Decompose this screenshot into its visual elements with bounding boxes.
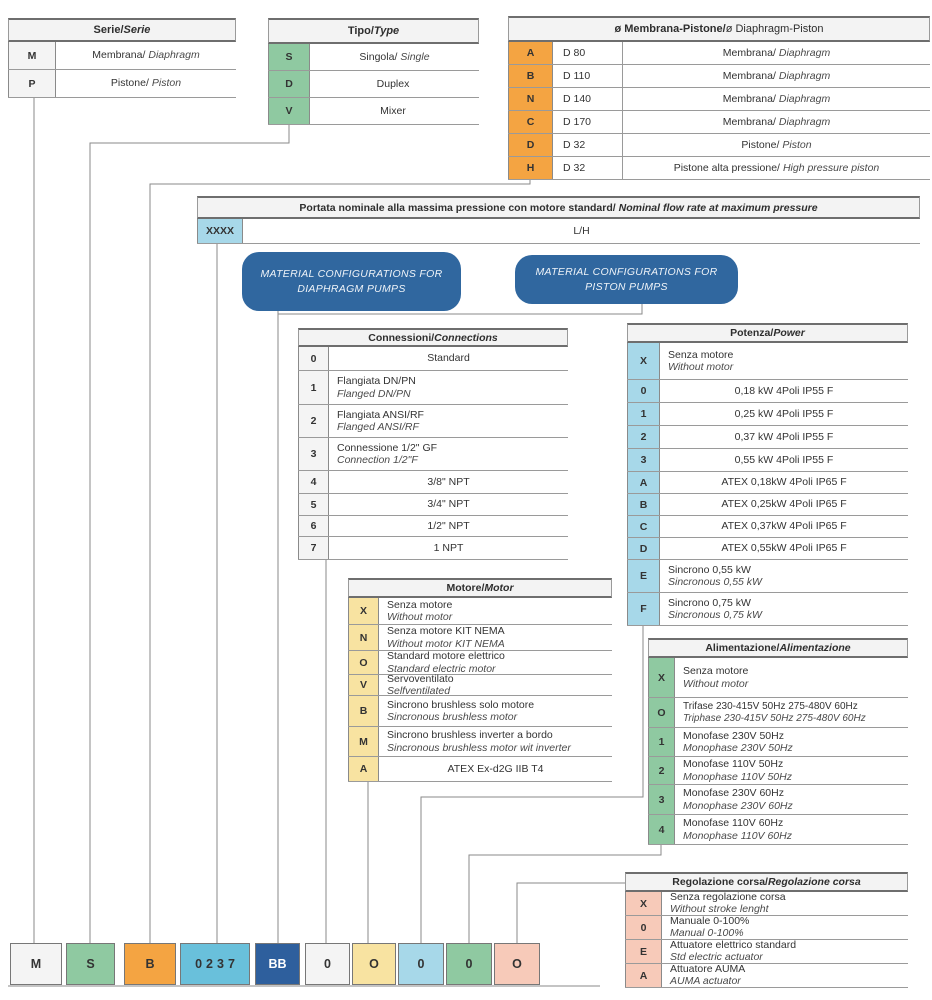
row-code: 0 <box>627 380 660 402</box>
potenza-row-2 <box>627 426 908 449</box>
code-cell-serie: M <box>10 943 62 985</box>
motor-table <box>348 578 612 782</box>
row-code: O <box>348 651 379 674</box>
row-desc: ATEX 0,18kW 4Poli IP65 F <box>721 476 847 489</box>
code-cell-potenza: 0 <box>398 943 444 985</box>
row-desc: 0,37 kW 4Poli IP55 F <box>734 430 834 443</box>
row-desc: Pistone alta pressione/ High pressure piston <box>673 161 880 174</box>
row-code: 4 <box>298 471 329 493</box>
row-code: 7 <box>298 537 329 559</box>
row-desc: Standard motore elettrico Standard electric motor <box>387 650 505 675</box>
row-code: A <box>348 757 379 781</box>
row-code: H <box>508 157 553 179</box>
potenza-row-b <box>627 494 908 516</box>
row-desc: Senza motore KIT NEMA Without motor KIT NEMA <box>387 625 505 650</box>
connessioni-row-2 <box>298 405 568 438</box>
row-desc: ATEX 0,37kW 4Poli IP65 F <box>721 520 847 533</box>
potenza-row-1 <box>627 403 908 426</box>
tipo-row-s <box>268 44 479 71</box>
code-cell-regolazione: O <box>494 943 540 985</box>
row-code: 1 <box>298 371 329 404</box>
row-code: 1 <box>627 403 660 425</box>
row-desc: Membrana/ Diaphragm <box>722 46 831 59</box>
row-desc: Sincrono brushless inverter a bordo Sincronous brushless motor wit inverter <box>387 729 571 754</box>
row-code: C <box>508 111 553 133</box>
row-code: N <box>508 88 553 110</box>
alimentazione-row-2 <box>648 757 908 785</box>
row-desc: Flangiata DN/PN Flanged DN/PN <box>337 375 416 400</box>
row-desc: Flangiata ANSI/RF Flanged ANSI/RF <box>337 408 424 433</box>
row-size: D 140 <box>553 88 623 110</box>
connessioni-row-1 <box>298 371 568 405</box>
row-code: 0 <box>298 347 329 370</box>
row-code: V <box>348 675 379 695</box>
diametro-row-b <box>508 65 930 88</box>
code-cell-alimentazione: 0 <box>446 943 492 985</box>
potenza-row-c <box>627 516 908 538</box>
row-code: 2 <box>298 405 329 437</box>
row-code: E <box>627 560 660 592</box>
row-desc: L/H <box>573 224 590 237</box>
row-desc: 0,55 kW 4Poli IP55 F <box>734 453 834 466</box>
code-cell-diametro: B <box>124 943 176 985</box>
motor-header: Motore/ Motor <box>348 578 612 598</box>
row-desc: Monofase 230V 50Hz Monophase 230V 50Hz <box>683 729 793 754</box>
connessioni-row-5 <box>298 494 568 516</box>
row-desc: Attuatore AUMA AUMA actuator <box>670 963 746 987</box>
row-desc: Manuale 0-100% Manual 0-100% <box>670 915 750 939</box>
row-code: 3 <box>648 785 675 814</box>
row-desc: 3/8" NPT <box>427 475 470 488</box>
row-code: A <box>508 42 553 64</box>
alimentazione-row-4 <box>648 815 908 845</box>
connessioni-row-4 <box>298 471 568 494</box>
potenza-row-0 <box>627 380 908 403</box>
alimentazione-row-x <box>648 658 908 698</box>
alimentazione-row-o <box>648 698 908 728</box>
row-desc: ATEX 0,55kW 4Poli IP65 F <box>721 542 847 555</box>
code-cell-motore: O <box>352 943 396 985</box>
row-size: D 80 <box>553 42 623 64</box>
row-desc: ATEX 0,25kW 4Poli IP65 F <box>721 498 847 511</box>
row-desc: Membrana/ Diaphragm <box>92 49 200 62</box>
potenza-row-f <box>627 593 908 626</box>
regolazione-row-e <box>625 940 908 964</box>
row-code: XXXX <box>197 219 243 243</box>
row-desc: Pistone/ Piston <box>741 138 812 151</box>
diaphragm-piston-header: ø Membrana-Pistone/ ø Diaphragm-Piston <box>508 16 930 42</box>
code-cell-materials: BB <box>255 943 300 985</box>
row-desc: Membrana/ Diaphragm <box>722 69 831 82</box>
row-desc: Pistone/ Piston <box>110 77 182 90</box>
connessioni-row-6 <box>298 516 568 537</box>
row-desc: Duplex <box>376 77 410 90</box>
alimentazione-row-3 <box>648 785 908 815</box>
row-code: 6 <box>298 516 329 536</box>
row-size: D 170 <box>553 111 623 133</box>
connections-header: Connessioni/ Connections <box>298 328 568 347</box>
row-code: V <box>268 98 310 124</box>
diametro-row-n <box>508 88 930 111</box>
row-code: A <box>627 472 660 493</box>
row-code: D <box>627 538 660 559</box>
row-code: X <box>627 343 660 379</box>
row-code: 1 <box>648 728 675 756</box>
row-desc: 1/2" NPT <box>427 519 470 532</box>
motore-row-o <box>348 651 612 675</box>
row-code: D <box>508 134 553 156</box>
tipo-row-v <box>268 98 479 125</box>
row-desc: Sincrono 0,75 kW Sincronous 0,75 kW <box>668 596 762 621</box>
flow-rate-row <box>197 219 920 244</box>
row-desc: Monofase 110V 60Hz Monophase 110V 60Hz <box>683 817 792 842</box>
row-code: B <box>627 494 660 515</box>
row-size: D 110 <box>553 65 623 87</box>
row-code: M <box>348 727 379 756</box>
row-desc: Membrana/ Diaphragm <box>722 115 831 128</box>
row-desc: 0,18 kW 4Poli IP55 F <box>734 384 834 397</box>
diaphragm-piston-table <box>508 16 930 180</box>
diametro-row-d <box>508 134 930 157</box>
connessioni-row-3 <box>298 438 568 471</box>
potenza-row-a <box>627 472 908 494</box>
flow-rate-header: Portata nominale alla massima pressione con motore standard/ Nominal flow rate at maximum pressure <box>197 196 920 219</box>
serie-row-m <box>8 42 236 70</box>
row-code: 5 <box>298 494 329 515</box>
regolazione-row-a <box>625 964 908 988</box>
motore-row-n <box>348 625 612 651</box>
row-desc: 1 NPT <box>433 541 464 554</box>
material-config-piston-label: MATERIAL CONFIGURATIONS FOR PISTON PUMPS <box>535 266 718 293</box>
motore-row-a <box>348 757 612 782</box>
code-cell-tipo: S <box>66 943 115 985</box>
power-table <box>627 323 908 626</box>
row-desc: Singola/ Single <box>359 50 430 63</box>
serie-header: Serie/ Serie <box>8 18 236 42</box>
row-desc: Sincrono brushless solo motore Sincronous brushless motor <box>387 698 535 723</box>
motore-row-x <box>348 598 612 625</box>
row-desc: Monofase 110V 50Hz Monophase 110V 50Hz <box>683 758 792 783</box>
row-code: C <box>627 516 660 537</box>
row-desc: Membrana/ Diaphragm <box>722 92 831 105</box>
row-code: E <box>625 940 662 963</box>
row-size: D 32 <box>553 134 623 156</box>
row-code: B <box>508 65 553 87</box>
serie-row-p <box>8 70 236 98</box>
row-desc: Connessione 1/2" GF Connection 1/2"F <box>337 441 438 466</box>
row-code: F <box>627 593 660 625</box>
material-config-diaphragm-label: MATERIAL CONFIGURATIONS FOR DIAPHRAGM PUMPS <box>260 268 443 295</box>
row-code: 3 <box>627 449 660 471</box>
motore-row-v <box>348 672 612 697</box>
diametro-row-c <box>508 111 930 134</box>
row-desc: Senza motore Without motor <box>683 665 749 690</box>
stroke-adjustment-table <box>625 872 908 988</box>
row-code: D <box>268 71 310 97</box>
potenza-row-d <box>627 538 908 560</box>
row-desc: Monofase 230V 60Hz Monophase 230V 60Hz <box>683 787 793 812</box>
row-desc: Sincrono 0,55 kW Sincronous 0,55 kW <box>668 563 762 588</box>
material-config-diaphragm-box <box>242 252 461 311</box>
row-desc: Standard <box>427 352 470 365</box>
row-code: M <box>8 42 56 69</box>
flow-rate-table <box>197 196 920 244</box>
connessioni-row-0 <box>298 347 568 371</box>
row-code: N <box>348 625 379 650</box>
serie-table <box>8 18 236 98</box>
diametro-row-a <box>508 42 930 65</box>
row-desc: Senza motore Without motor <box>387 598 453 623</box>
row-desc: 3/4" NPT <box>427 498 470 511</box>
code-cell-connessioni: 0 <box>305 943 350 985</box>
row-code: X <box>625 892 662 915</box>
row-desc: Trifase 230-415V 50Hz 275-480V 60Hz Triphase 230-415V 50Hz 275-480V 60Hz <box>683 701 866 724</box>
row-desc: Servoventilato Selfventilated <box>387 672 454 697</box>
row-desc: Mixer <box>380 104 406 117</box>
stroke-adjustment-header: Regolazione corsa/ Regolazione corsa <box>625 872 908 892</box>
row-code: P <box>8 70 56 97</box>
potenza-row-3 <box>627 449 908 472</box>
row-code: 2 <box>627 426 660 448</box>
row-desc: Senza motore Without motor <box>668 348 734 373</box>
row-desc: ATEX Ex-d2G IIB T4 <box>447 762 544 775</box>
alimentazione-row-1 <box>648 728 908 757</box>
tipo-row-d <box>268 71 479 98</box>
motore-row-b <box>348 696 612 727</box>
row-code: O <box>648 698 675 727</box>
potenza-row-x <box>627 343 908 380</box>
row-desc: Senza regolazione corsa Without stroke lenght <box>670 891 786 915</box>
row-size: D 32 <box>553 157 623 179</box>
potenza-row-e <box>627 560 908 593</box>
regolazione-row-0 <box>625 916 908 940</box>
row-code: S <box>268 44 310 70</box>
motore-row-m <box>348 727 612 757</box>
row-code: 0 <box>625 916 662 939</box>
tipo-table <box>268 18 479 125</box>
row-desc: Attuatore elettrico standard Std electric actuator <box>670 939 797 963</box>
power-supply-table <box>648 638 908 845</box>
row-code: 2 <box>648 757 675 784</box>
material-config-piston-box <box>515 255 738 304</box>
diametro-row-h <box>508 157 930 180</box>
row-code: B <box>348 696 379 726</box>
regolazione-row-x <box>625 892 908 916</box>
code-cell-portata: 0237 <box>180 943 250 985</box>
row-code: X <box>648 658 675 697</box>
row-desc: 0,25 kW 4Poli IP55 F <box>734 407 834 420</box>
row-code: 3 <box>298 438 329 470</box>
power-header: Potenza/ Power <box>627 323 908 343</box>
row-code: 4 <box>648 815 675 844</box>
tipo-header: Tipo/ Type <box>268 18 479 44</box>
connections-table <box>298 328 568 560</box>
connessioni-row-7 <box>298 537 568 560</box>
power-supply-header: Alimentazione/ Alimentazione <box>648 638 908 658</box>
row-code: X <box>348 598 379 624</box>
row-code: A <box>625 964 662 987</box>
